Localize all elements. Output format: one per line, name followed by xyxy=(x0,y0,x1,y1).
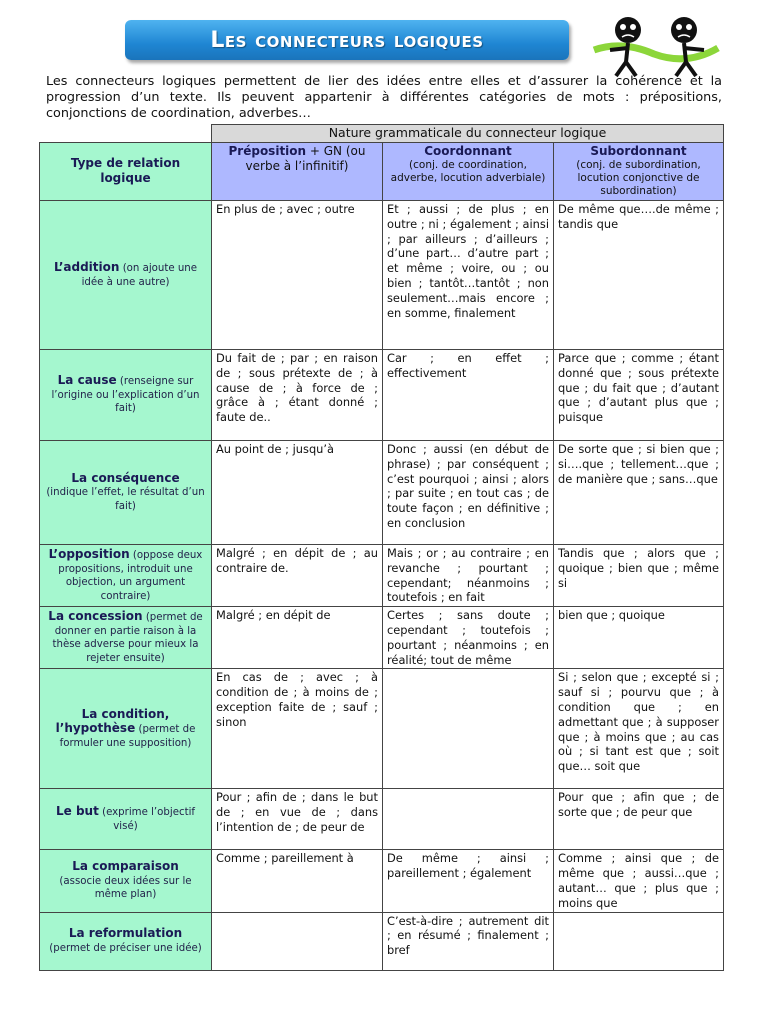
col-header-coordonnant xyxy=(383,143,554,201)
cell-subordonnant: Tandis que ; alors que ; quoique ; bien que ; même si xyxy=(554,545,724,607)
type-header xyxy=(40,143,212,201)
page-title: Les connecteurs logiques xyxy=(210,27,484,53)
table-row xyxy=(40,669,724,789)
row-type-label: L’opposition xyxy=(48,547,130,562)
col-header-subordonnant-bold: Subordonnant xyxy=(590,144,687,158)
row-type-label: L’addition xyxy=(53,260,120,274)
col-header-preposition-rest: + GN (ou verbe à l’infinitif) xyxy=(245,144,366,173)
cell-preposition: En plus de ; avec ; outre xyxy=(212,201,383,350)
table-row xyxy=(40,545,724,607)
row-type xyxy=(40,545,212,607)
row-type-desc: (permet de préciser une idée) xyxy=(49,942,202,954)
illustration-figures xyxy=(592,10,722,80)
table-row xyxy=(40,201,724,350)
cell-coordonnant xyxy=(383,669,554,789)
row-type xyxy=(40,607,212,669)
cell-preposition: Au point de ; jusqu’à xyxy=(212,441,383,545)
row-type xyxy=(40,912,212,970)
cell-coordonnant: Car ; en effet ; effectivement xyxy=(383,350,554,441)
row-type xyxy=(40,669,212,789)
cell-subordonnant xyxy=(554,912,724,970)
col-header-subordonnant-sub: (conj. de subordination, locution conjonctive de subordination) xyxy=(576,158,701,197)
cell-preposition xyxy=(212,912,383,970)
nature-header: Nature grammaticale du connecteur logique xyxy=(212,125,724,143)
cell-subordonnant: De même que….de même ; tandis que xyxy=(554,201,724,350)
table-row xyxy=(40,850,724,912)
title-banner xyxy=(125,20,569,60)
row-type-desc: (on ajoute une idée à une autre) xyxy=(81,263,198,288)
cell-preposition: Comme ; pareillement à xyxy=(212,850,383,912)
cell-subordonnant: bien que ; quoique xyxy=(554,607,724,669)
connectors-table xyxy=(39,124,724,971)
row-type-desc: (indique l’effet, le résultat d’un fait) xyxy=(46,487,205,512)
cell-preposition: Du fait de ; par ; en raison de ; sous prétexte de ; à cause de ; à force de ; grâce à ; étant donné ; faute de.. xyxy=(212,350,383,441)
cell-coordonnant: Et ; aussi ; de plus ; en outre ; ni ; également ; ainsi ; par ailleurs ; d’ailleurs ; d’une part… d’autre part ; et même ; voire, ou ; ou bien ; tantôt…tantôt ; non seulement…mais encore ; en somme, finalement xyxy=(383,201,554,350)
col-header-coordonnant-bold: Coordonnant xyxy=(424,144,512,158)
cell-coordonnant: De même ; ainsi ; pareillement ; également xyxy=(383,850,554,912)
col-header-preposition xyxy=(212,143,383,201)
cell-subordonnant: Comme ; ainsi que ; de même que ; aussi…que ; autant… que ; plus que ; moins que xyxy=(554,850,724,912)
table-corner xyxy=(40,125,212,143)
row-type xyxy=(40,789,212,850)
row-type-desc: (permet de donner en partie raison à la thèse adverse pour mieux la rejeter ensuite) xyxy=(52,612,203,664)
cell-subordonnant: Si ; selon que ; excepté si ; sauf si ; pourvu que ; à condition que ; en admettant que ; à supposer que ; à moins que ; au cas où ; si tant est que ; soit que… soit que xyxy=(554,669,724,789)
row-type-label: La concession xyxy=(48,609,143,624)
row-type-desc: (permet de formuler une supposition) xyxy=(59,724,196,749)
row-type-desc: (oppose deux propositions, introduit une objection, un argument contraire) xyxy=(58,550,203,602)
table-row xyxy=(40,350,724,441)
cell-coordonnant xyxy=(383,789,554,850)
cell-preposition: Pour ; afin de ; dans le but de ; en vue de ; dans l’intention de ; de peur de xyxy=(212,789,383,850)
cell-subordonnant: De sorte que ; si bien que ; si….que ; tellement…que ; de manière que ; sans…que xyxy=(554,441,724,545)
row-type-label: La reformulation xyxy=(68,926,183,941)
table-row xyxy=(40,912,724,970)
row-type xyxy=(40,350,212,441)
cell-coordonnant: Certes ; sans doute ; cependant ; toutefois ; pourtant ; néanmoins ; en réalité; tout de même xyxy=(383,607,554,669)
type-header-label: Type de relation logique xyxy=(70,156,181,185)
row-type xyxy=(40,201,212,350)
row-type xyxy=(40,441,212,545)
table-row xyxy=(40,607,724,669)
col-header-coordonnant-sub: (conj. de coordination, adverbe, locution adverbiale) xyxy=(390,158,546,184)
cell-preposition: Malgré ; en dépit de xyxy=(212,607,383,669)
row-type-label: Le but xyxy=(56,804,99,819)
cell-preposition: Malgré ; en dépit de ; au contraire de. xyxy=(212,545,383,607)
row-type-label: La condition, l’hypothèse xyxy=(55,706,170,736)
cell-preposition: En cas de ; avec ; à condition de ; à moins de ; exception faite de ; sauf ; sinon xyxy=(212,669,383,789)
cell-subordonnant: Pour que ; afin que ; de sorte que ; de peur que xyxy=(554,789,724,850)
row-type-desc: (associe deux idées sur le même plan) xyxy=(59,875,192,901)
cell-coordonnant: Mais ; or ; au contraire ; en revanche ; pourtant ; cependant; néanmoins ; toutefois ; en fait xyxy=(383,545,554,607)
cell-coordonnant: Donc ; aussi (en début de phrase) ; par conséquent ; c’est pourquoi ; ainsi ; alors ; par suite ; en tout cas ; de toute façon ; en définitive ; en conclusion xyxy=(383,441,554,545)
cell-coordonnant: C’est-à-dire ; autrement dit ; en résumé ; finalement ; bref xyxy=(383,912,554,970)
row-type-label: La comparaison xyxy=(72,859,179,874)
row-type-label: La conséquence xyxy=(71,470,180,485)
cell-subordonnant: Parce que ; comme ; étant donné que ; sous prétexte que ; du fait que ; d’autant que ; d’autant plus que ; puisque xyxy=(554,350,724,441)
table-row xyxy=(40,441,724,545)
row-type xyxy=(40,850,212,912)
col-header-subordonnant xyxy=(554,143,724,201)
col-header-preposition-bold: Préposition xyxy=(228,144,307,158)
table-row xyxy=(40,789,724,850)
intro-paragraph: Les connecteurs logiques permettent de lier des idées entre elles et d’assurer la cohérence et la progression d’un texte. Ils peuvent appartenir à différentes catégories de mots : prépositions, conjonctions de coordination, adverbes… xyxy=(46,74,722,121)
row-type-desc: (exprime l’objectif visé) xyxy=(102,807,195,832)
row-type-label: La cause xyxy=(57,373,117,388)
row-type-desc: (renseigne sur l’origine ou l’explication d’un fait) xyxy=(51,376,200,415)
